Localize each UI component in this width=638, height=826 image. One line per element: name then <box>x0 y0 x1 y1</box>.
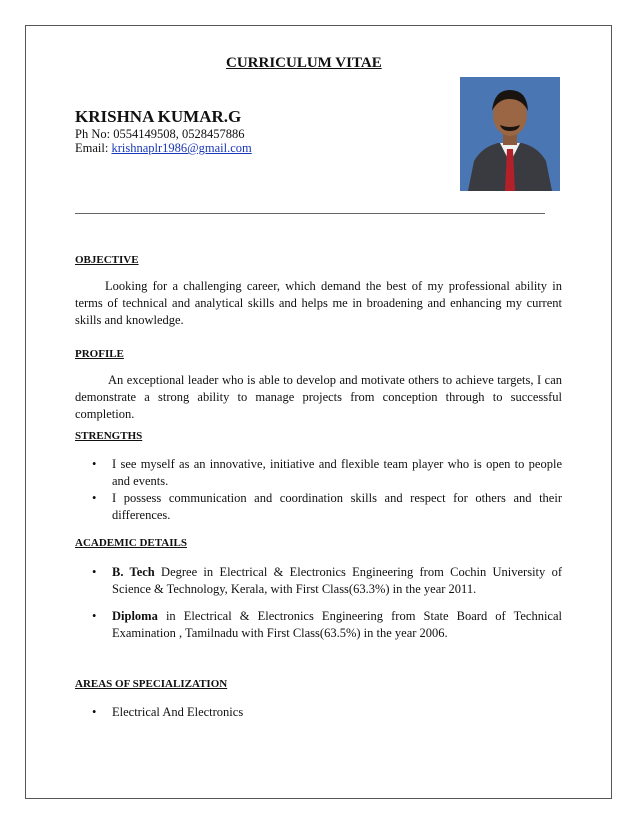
strengths-list <box>75 456 562 524</box>
degree-text: in Electrical & Electronics Engineering from State Board of Technical Examination , Tamilnadu with First Class(63.5%) in the year 2006. <box>112 609 562 640</box>
profile-text: An exceptional leader who is able to develop and motivate others to achieve targets, I can demonstrate a strong ability to manage projects from conception through to successful completion. <box>75 373 562 421</box>
academic-heading: ACADEMIC DETAILS <box>75 537 187 549</box>
degree-label: Diploma <box>112 609 158 623</box>
list-item <box>75 490 562 524</box>
document-title: CURRICULUM VITAE <box>226 55 382 71</box>
bullet-icon: • <box>92 491 97 505</box>
bullet-icon: • <box>92 609 97 623</box>
phone-line: Ph No: 0554149508, 0528457886 <box>75 127 245 141</box>
specialization-heading: AREAS OF SPECIALIZATION <box>75 678 228 690</box>
strengths-heading: STRENGTHS <box>75 430 143 442</box>
profile-photo <box>460 77 560 191</box>
email-link[interactable]: krishnaplr1986@gmail.com <box>111 141 252 155</box>
list-item <box>75 608 562 642</box>
bullet-icon: • <box>92 565 97 579</box>
bullet-icon: • <box>92 457 97 471</box>
specialization-text: Electrical And Electronics <box>112 705 244 719</box>
profile-heading: PROFILE <box>75 348 124 360</box>
strength-text: I possess communication and coordination skills and respect for others and their differences. <box>112 491 562 522</box>
header-divider <box>75 213 545 214</box>
list-item <box>75 456 562 490</box>
degree-text: Degree in Electrical & Electronics Engineering from Cochin University of Science & Technology, Kerala, with First Class(63.3%) in the year 2011. <box>112 565 562 596</box>
academic-list <box>75 564 562 642</box>
degree-label: B. Tech <box>112 565 155 579</box>
objective-heading: OBJECTIVE <box>75 254 139 266</box>
bullet-icon: • <box>92 705 97 719</box>
candidate-name: KRISHNA KUMAR.G <box>75 107 242 126</box>
strength-text: I see myself as an innovative, initiative and flexible team player who is open to people and events. <box>112 457 562 488</box>
email-line <box>75 141 252 156</box>
profile-photo-image <box>460 77 560 191</box>
specialization-list <box>75 704 562 721</box>
list-item <box>75 564 562 598</box>
email-label: Email: <box>75 141 112 155</box>
list-item <box>75 704 562 721</box>
objective-text: Looking for a challenging career, which demand the best of my professional ability in terms of technical and analytical skills and helps me in broadening and enhancing my current skills and knowledge. <box>75 279 562 327</box>
